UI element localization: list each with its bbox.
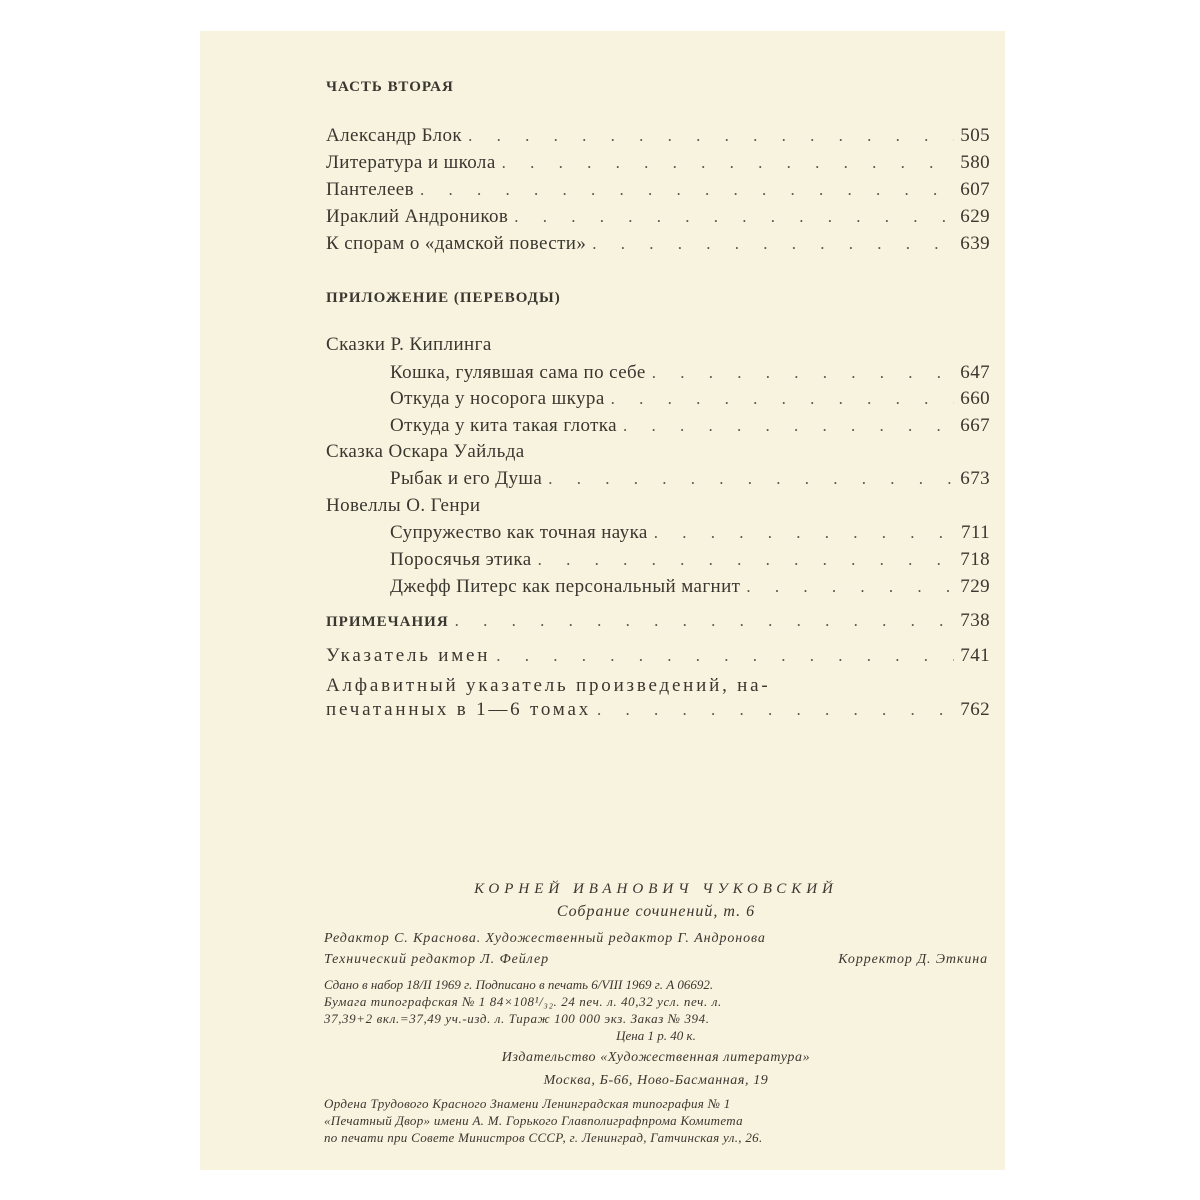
colophon-print-line: Сдано в набор 18/II 1969 г. Подписано в печать 6/VIII 1969 г. А 06692. <box>324 977 714 992</box>
toc-works-index-line1: Алфавитный указатель произведений, на- <box>326 675 771 696</box>
toc-entry: К спорам о «дамской повести» . . . 639 <box>326 233 990 260</box>
colophon-price: Цена 1 р. 40 к. <box>616 1028 696 1043</box>
toc-entry: Пантелеев . . . 607 <box>326 179 990 206</box>
colophon-editors: Редактор С. Краснова. Художественный редактор Г. Андронова <box>324 931 766 946</box>
toc-entry: Откуда у носорога шкура . . . 660 <box>390 388 990 415</box>
toc-entry: Ираклий Андроников . . . 629 <box>326 206 990 233</box>
toc-entry: Джефф Питерс как персональный магнит . . . 729 <box>390 576 990 603</box>
toc-notes: ПРИМЕЧАНИЯ . . . 738 <box>326 610 990 637</box>
toc-entry: Супружество как точная наука . . . 711 <box>390 522 990 549</box>
appendix-author: Сказки Р. Киплинга <box>326 334 492 355</box>
toc-works-index: печатанных в 1—6 томах . . . 762 <box>326 699 990 726</box>
appendix-author: Сказка Оскара Уайльда <box>326 441 525 462</box>
colophon-print-line: 37,39+2 вкл.=37,49 уч.-изд. л. Тираж 100 000 экз. Заказ № 394. <box>324 1011 710 1026</box>
toc-entry: Кошка, гулявшая сама по себе . . . 647 <box>390 362 990 389</box>
colophon-collection: Собрание сочинений, т. 6 <box>556 903 756 920</box>
colophon-corrector: Корректор Д. Эткина <box>838 952 988 967</box>
colophon-print-line: Бумага типографская № 1 84×108¹/₃₂. 24 печ. л. 40,32 усл. печ. л. <box>324 994 722 1009</box>
colophon <box>324 881 988 1161</box>
toc-entry: Рыбак и его Душа . . . 673 <box>390 468 990 495</box>
part-two-heading: ЧАСТЬ ВТОРАЯ <box>326 79 454 95</box>
colophon-printer-line: «Печатный Двор» имени А. М. Горького Главполиграфпрома Комитета <box>324 1113 743 1128</box>
appendix-author: Новеллы О. Генри <box>326 495 481 516</box>
colophon-printer-line: по печати при Совете Министров СССР, г. Ленинград, Гатчинская ул., 26. <box>324 1130 763 1145</box>
toc-entry: Поросячья этика . . . 718 <box>390 549 990 576</box>
toc-entry: Александр Блок . . . 505 <box>326 125 990 152</box>
colophon-printer-line: Ордена Трудового Красного Знамени Ленинградская типография № 1 <box>324 1096 731 1111</box>
colophon-publisher: Издательство «Художественная литература» <box>501 1050 811 1065</box>
colophon-tech-editor: Технический редактор Л. Фейлер <box>324 952 549 967</box>
toc-entry: Литература и школа . . . 580 <box>326 152 990 179</box>
colophon-author: КОРНЕЙ ИВАНОВИЧ ЧУКОВСКИЙ <box>474 881 838 897</box>
toc-name-index: Указатель имен . . . 741 <box>326 645 990 672</box>
colophon-address: Москва, Б-66, Ново-Басманная, 19 <box>543 1073 769 1088</box>
toc-entry: Откуда у кита такая глотка . . . 667 <box>390 415 990 442</box>
appendix-heading: ПРИЛОЖЕНИЕ (ПЕРЕВОДЫ) <box>326 290 561 306</box>
book-page <box>200 31 1005 1170</box>
